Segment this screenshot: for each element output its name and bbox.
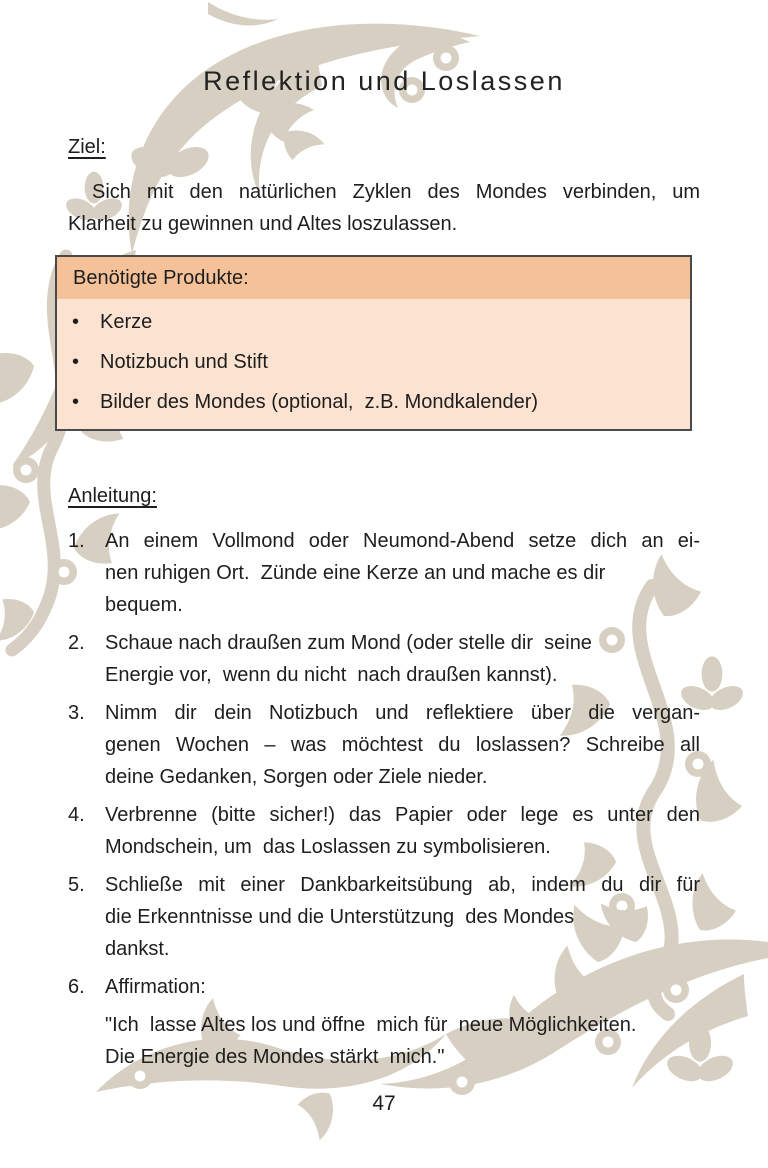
section-heading-anleitung: Anleitung:	[68, 485, 157, 507]
product-item-label: Notizbuch und Stift	[100, 351, 268, 373]
product-item	[57, 343, 690, 383]
list-item-text	[105, 627, 700, 691]
list-item-number: 6.	[68, 976, 85, 998]
products-box-body	[57, 299, 690, 429]
products-box-header: Benötigte Produkte:	[57, 257, 690, 299]
bullet-icon: •	[71, 391, 79, 413]
list-item-text	[105, 525, 700, 621]
text-line: dankst.	[105, 938, 170, 960]
list-item-number: 5.	[68, 874, 85, 896]
text-line: Energie vor, wenn du nicht nach draußen kannst).	[105, 664, 558, 686]
text-line: Schließe mit einer Dankbarkeitsübung ab, indem du dir für	[105, 874, 700, 896]
page-title: Reflektion und Loslassen	[203, 66, 565, 96]
text-line: nen ruhigen Ort. Zünde eine Kerze an und mache es dir	[105, 562, 606, 584]
text-line: die Erkenntnisse und die Unterstützung des Mondes	[105, 906, 575, 928]
list-item-text	[105, 697, 700, 793]
text-line: "Ich lasse Altes los und öffne mich für neue Möglichkeiten.	[105, 1014, 637, 1036]
affirmation-quote	[105, 1009, 700, 1073]
list-item	[68, 799, 700, 863]
product-item-label: Kerze	[100, 311, 153, 333]
text-line: Verbrenne (bitte sicher!) das Papier oder lege es unter den	[105, 804, 700, 826]
products-box	[55, 255, 692, 431]
list-item-number: 1.	[68, 530, 85, 552]
list-item-text	[105, 971, 700, 1003]
text-line: Mondschein, um das Loslassen zu symbolisieren.	[105, 836, 551, 858]
list-item-text	[105, 869, 700, 965]
text-line: genen Wochen – was möchtest du loslassen? Schreibe all	[105, 734, 700, 756]
product-item-label: Bilder des Mondes (optional, z.B. Mondkalender)	[100, 391, 539, 413]
list-item-number: 2.	[68, 632, 85, 654]
ziel-paragraph	[68, 176, 700, 240]
page-number: 47	[372, 1092, 396, 1115]
text-line: Affirmation:	[105, 976, 206, 998]
text-line: Sich mit den natürlichen Zyklen des Mondes verbinden, um	[92, 181, 700, 203]
instructions-list	[68, 525, 700, 1073]
bullet-icon: •	[71, 351, 79, 373]
list-item	[68, 627, 700, 691]
list-item-number: 4.	[68, 804, 85, 826]
list-item	[68, 869, 700, 965]
section-heading-ziel: Ziel:	[68, 136, 106, 158]
bullet-icon: •	[71, 311, 79, 333]
text-line: An einem Vollmond oder Neumond-Abend setze dich an ei-	[105, 530, 700, 552]
text-line: Die Energie des Mondes stärkt mich."	[105, 1046, 445, 1068]
product-item	[57, 383, 690, 423]
text-line: Schaue nach draußen zum Mond (oder stelle dir seine	[105, 632, 592, 654]
list-item	[68, 697, 700, 793]
product-item	[57, 303, 690, 343]
list-item-number: 3.	[68, 702, 85, 724]
list-item	[68, 525, 700, 621]
text-line: deine Gedanken, Sorgen oder Ziele nieder.	[105, 766, 488, 788]
list-item	[68, 971, 700, 1003]
text-line: Klarheit zu gewinnen und Altes loszulassen.	[68, 213, 458, 235]
list-item-text	[105, 799, 700, 863]
text-line: bequem.	[105, 594, 183, 616]
text-line: Nimm dir dein Notizbuch und reflektiere über die vergan-	[105, 702, 700, 724]
